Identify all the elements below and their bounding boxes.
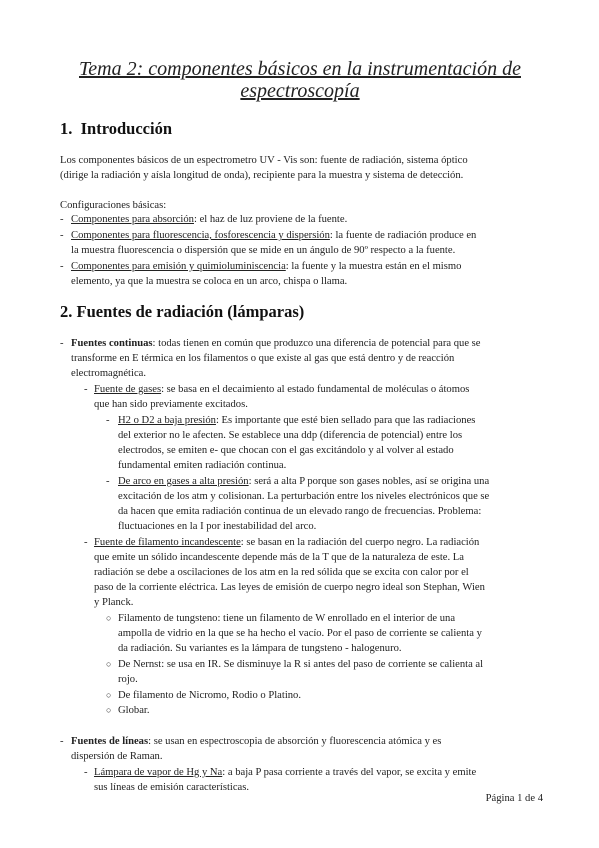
- list-circle-bullet: ○: [106, 690, 112, 700]
- section-1-heading: [60, 119, 172, 139]
- tungsten-filament-line-3: da radiación. Su variantes es la lámpara de tungsteno - halogenuro.: [118, 643, 402, 654]
- list-circle-bullet: ○: [106, 659, 112, 669]
- intro-line-2: (dirige la radiación y aísla longitud de onda), recipiente para la muestra y sistema de detección.: [60, 170, 464, 181]
- tungsten-filament-line-1: Filamento de tungsteno: tiene un filamento de W enrollado en el interior de una: [118, 613, 456, 624]
- h2-d2-lamp-text: : Es importante que esté bien sellado para que las radiaciones: [215, 415, 476, 426]
- h2-d2-lamp: [118, 413, 475, 429]
- title-line-1: Tema 2: componentes básicos en la instrumentación de: [79, 58, 521, 80]
- continuous-sources-text: : todas tienen en común que produzco una diferencia de potencial para que se: [152, 338, 481, 349]
- config-item-absorption: [71, 212, 347, 228]
- section-2-heading: 2. Fuentes de radiación (lámparas): [60, 302, 305, 321]
- incandescent-source-line-3: radiación se debe a oscilaciones de los atm en la red sólida que se excita con calor por el: [94, 567, 469, 578]
- config-item-fluorescence-term: Componentes para fluorescencia, fosforescencia y dispersión: [71, 230, 330, 241]
- list-dash: -: [84, 537, 88, 548]
- gas-source: [94, 382, 469, 398]
- nernst-line-2: rojo.: [118, 674, 138, 685]
- config-item-emission-text: : la fuente y la muestra están en el mismo: [285, 261, 462, 272]
- list-circle-bullet: ○: [106, 613, 112, 623]
- incandescent-source-line-4: paso de la corriente eléctrica. Las leyes de emisión de cuerpo negro ideal son Stephan, Wien: [94, 582, 485, 593]
- high-pressure-arc-line-2: excitación de los atm y colisionan. La perturbación entre los niveles electrónicos que se: [118, 491, 490, 502]
- list-circle-bullet: ○: [106, 705, 112, 715]
- config-label: Configuraciones básicas:: [60, 200, 167, 211]
- intro-line-1: Los componentes básicos de un espectrometro UV - Vis son: fuente de radiación, sistema óptico: [60, 155, 468, 166]
- list-dash: -: [60, 736, 64, 747]
- config-item-emission-term: Componentes para emisión y quimioluminiscencia: [71, 261, 286, 272]
- config-item-absorption-term: Componentes para absorción: [71, 214, 194, 225]
- incandescent-source-text: : se basan en la radiación del cuerpo negro. La radiación: [240, 537, 480, 548]
- config-item-fluorescence-line-2: la muestra fluorescencia o dispersión que se mide en un ángulo de 90º respecto a la fuente.: [71, 245, 456, 256]
- vapor-lamp-text: : a baja P pasa corriente a través del vapor, se excita y emite: [222, 767, 477, 778]
- line-sources-term: Fuentes de líneas: [71, 736, 149, 747]
- list-dash: -: [60, 230, 64, 241]
- list-dash: -: [60, 261, 64, 272]
- h2-d2-lamp-line-4: fundamental emiten radiación continua.: [118, 460, 287, 471]
- high-pressure-arc-text: : será a alta P porque son gases nobles, así se origina una: [248, 476, 490, 487]
- high-pressure-arc: [118, 474, 489, 490]
- title-line-2: espectroscopía: [240, 80, 360, 102]
- nichrome-filament: De filamento de Nicromo, Rodio o Platino.: [118, 690, 302, 701]
- incandescent-source-term: Fuente de filamento incandescente: [94, 537, 241, 548]
- gas-source-line-2: que han sido previamente excitados.: [94, 399, 248, 410]
- continuous-sources: [71, 336, 481, 352]
- page-number: Página 1 de 4: [485, 793, 543, 804]
- high-pressure-arc-term: De arco en gases a alta presión: [118, 476, 249, 487]
- vapor-lamp-term: Lámpara de vapor de Hg y Na: [94, 767, 223, 778]
- section-1-number: 1.: [60, 119, 73, 138]
- document-title: [60, 58, 540, 102]
- nernst-line-1: De Nernst: se usa en IR. Se disminuye la R si antes del paso de corriente se calienta al: [118, 659, 484, 670]
- incandescent-source: [94, 535, 479, 551]
- vapor-lamp-line-2: sus líneas de emisión características.: [94, 782, 250, 793]
- line-sources-line-2: dispersión de Raman.: [71, 751, 163, 762]
- incandescent-source-line-5: y Planck.: [94, 597, 134, 608]
- h2-d2-lamp-line-3: electrodos, se emiten e- que chocan con el gas excitándolo y al volver al estado: [118, 445, 454, 456]
- list-dash: -: [106, 415, 110, 426]
- gas-source-text: : se basa en el decaimiento al estado fundamental de moléculas o átomos: [161, 384, 470, 395]
- list-dash: -: [60, 214, 64, 225]
- high-pressure-arc-line-3: da hacen que emita radiación continua de un elevado rango de frecuencias. Problema:: [118, 506, 482, 517]
- incandescent-source-line-2: que emite un sólido incandescente depende más de la T que de la naturaleza de este. La: [94, 552, 464, 563]
- globar: Globar.: [118, 705, 150, 716]
- list-dash: -: [106, 476, 110, 487]
- list-dash: -: [84, 384, 88, 395]
- list-dash: -: [60, 338, 64, 349]
- line-sources: [71, 734, 441, 750]
- gas-source-term: Fuente de gases: [94, 384, 162, 395]
- h2-d2-lamp-line-2: del exterior no le afecten. Se establece una ddp (diferencia de potencial) entre los: [118, 430, 463, 441]
- config-item-fluorescence: [71, 228, 476, 244]
- config-item-absorption-text: : el haz de luz proviene de la fuente.: [193, 214, 348, 225]
- list-dash: -: [84, 767, 88, 778]
- continuous-sources-line-3: electromagnética.: [71, 368, 146, 379]
- h2-d2-lamp-term: H2 o D2 a baja presión: [118, 415, 216, 426]
- line-sources-text: : se usan en espectroscopia de absorción y fluorescencia atómica y es: [148, 736, 442, 747]
- config-item-fluorescence-text: : la fuente de radiación produce en: [329, 230, 477, 241]
- tungsten-filament-line-2: ampolla de vidrio en la que se ha hecho el vacío. Por el paso de corriente se calienta y: [118, 628, 482, 639]
- config-item-emission-line-2: elemento, ya que la muestra se coloca en un arco, chispa o llama.: [71, 276, 348, 287]
- section-1-title: Introducción: [80, 119, 173, 138]
- vapor-lamp: [94, 765, 476, 781]
- continuous-sources-term: Fuentes continuas: [71, 338, 153, 349]
- config-item-emission: [71, 259, 461, 275]
- continuous-sources-line-2: transforme en E térmica en los filamentos o que existe al gas que está dentro y de reacción: [71, 353, 455, 364]
- high-pressure-arc-line-4: fluctuaciones en la I por inestabilidad del arco.: [118, 521, 317, 532]
